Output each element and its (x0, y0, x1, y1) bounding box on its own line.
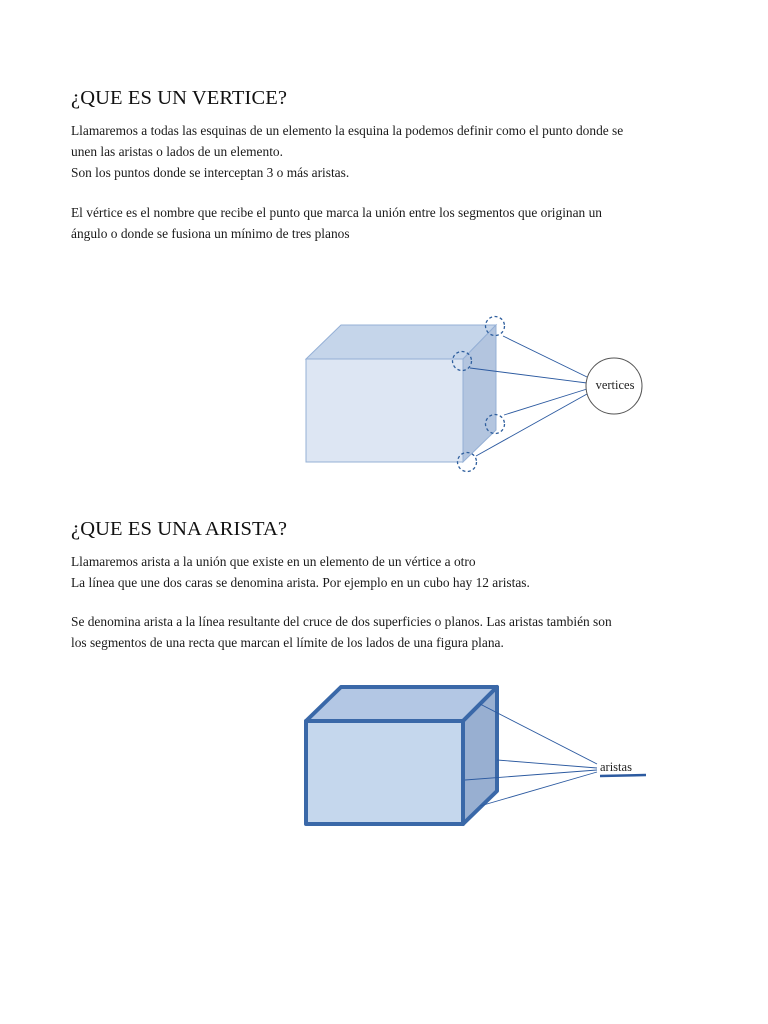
vertices-label: vertices (595, 378, 635, 392)
edge-connector-2 (497, 760, 597, 768)
arista-paragraph-2 (71, 611, 612, 653)
aristas-label-underline (600, 775, 646, 776)
arista-p2-line-1: Se denomina arista a la línea resultante del cruce de dos superficies o planos. Las aristas también son (71, 614, 612, 629)
vertice-p2-line-1: El vértice es el nombre que recibe el punto que marca la unión entre los segmentos que originan un (71, 205, 602, 220)
vertice-p1-line-3: Son los puntos donde se interceptan 3 o más aristas. (71, 165, 350, 180)
vertice-heading: ¿QUE ES UN VERTICE? (71, 87, 288, 109)
arista-p2-line-2: los segmentos de una recta que marcan el límite de los lados de una figura plana. (71, 635, 504, 650)
vertice-p2-line-2: ángulo o donde se fusiona un mínimo de tres planos (71, 226, 350, 241)
arista-paragraph-1 (71, 551, 530, 593)
vertices-diagram (0, 300, 768, 490)
aristas-label: aristas (600, 760, 632, 774)
prism-front-face (306, 359, 463, 462)
box-front-face (306, 721, 463, 824)
arista-p1-line-1: Llamaremos arista a la unión que existe en un elemento de un vértice a otro (71, 554, 476, 569)
arista-p1-line-2: La línea que une dos caras se denomina arista. Por ejemplo en un cubo hay 12 aristas. (71, 575, 530, 590)
aristas-diagram (0, 675, 768, 840)
vertice-paragraph-1 (71, 120, 623, 183)
vertex-connector-3 (504, 389, 587, 415)
vertice-p1-line-1: Llamaremos a todas las esquinas de un elemento la esquina la podemos definir como el punto donde se (71, 123, 624, 138)
arista-heading: ¿QUE ES UNA ARISTA? (71, 518, 288, 540)
vertex-connector-1 (503, 336, 587, 377)
vertice-p1-line-2: unen las aristas o lados de un elemento. (71, 144, 283, 159)
vertice-paragraph-2 (71, 202, 602, 244)
